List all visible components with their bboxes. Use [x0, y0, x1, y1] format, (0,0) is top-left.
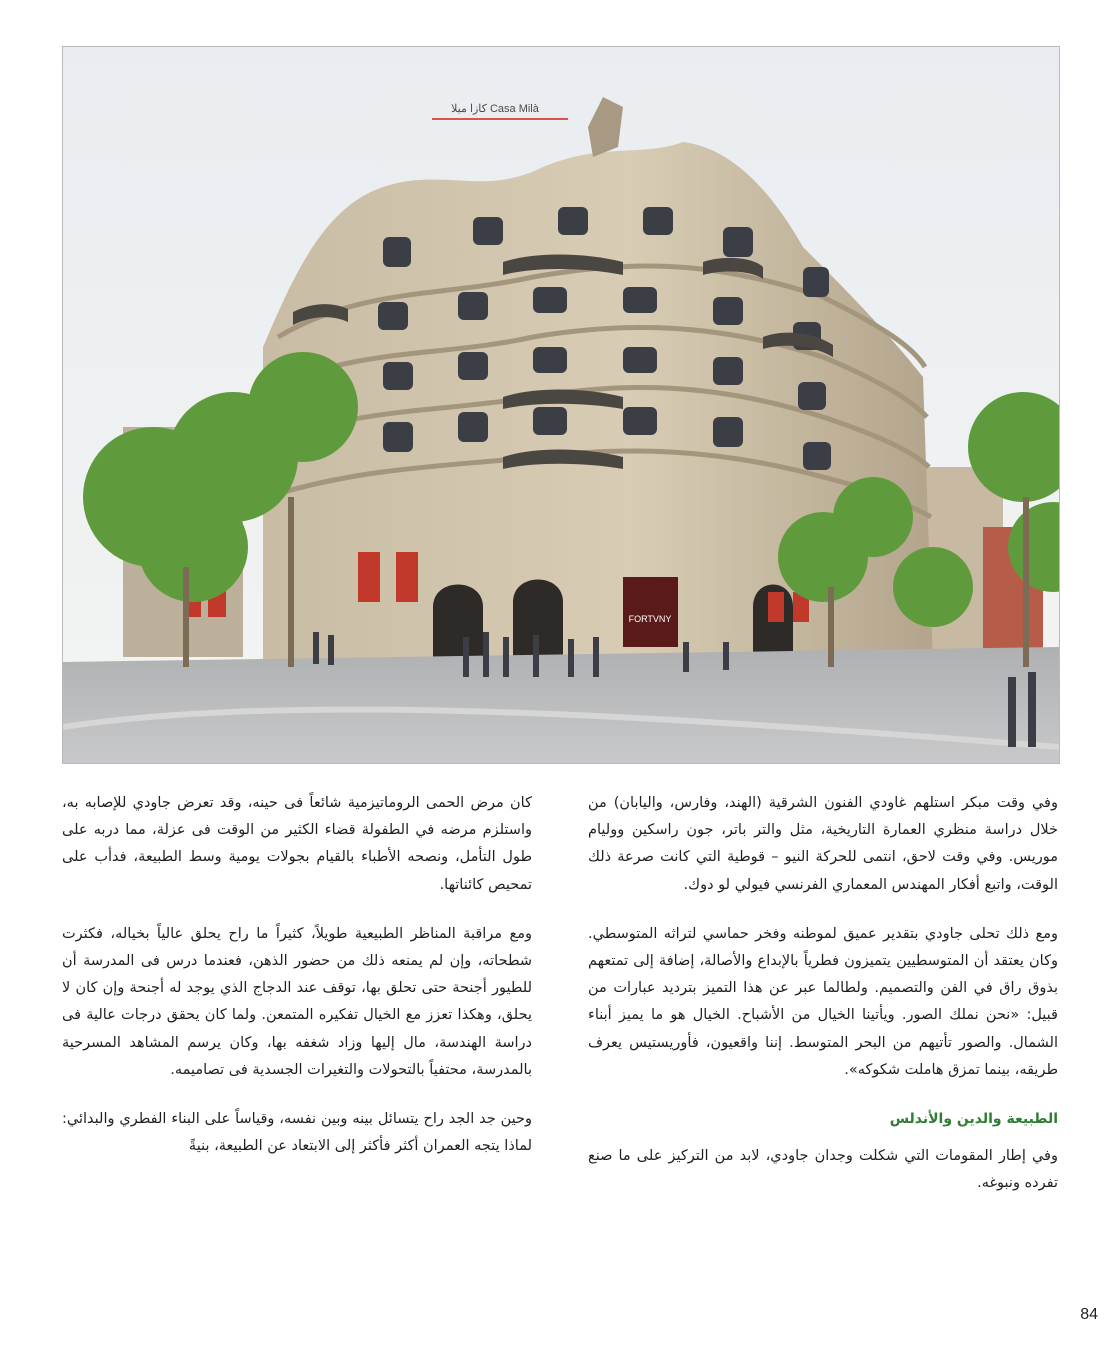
photo-caption: كازا ميلا Casa Milà — [451, 103, 539, 115]
paragraph: ومع ذلك تحلى جاودي بتقدير عميق لموطنه وفخر حماسي لتراثه المتوسطي. وكان يعتقد أن المتوسطيين يتميزون فطرياً بالإبداع والأصالة، إضافة إلى تمتعهم بذوق راق في الفن والتصميم. ولطالما عبر عن هذا التميز بترديد عبارات من قبيل: «نحن نملك الصور. ويأتينا الخيال من الأشباح. الخيال هو ما يميز أبناء الشمال. والصور تأتيهم من البحر المتوسط. إننا واقعيون، فأوريستيس يعرف طريقه، بينما تمزق هاملت شكوكه». — [588, 925, 1058, 1078]
paragraph: وفي وقت مبكر استلهم غاودي الفنون الشرقية (الهند، وفارس، واليابان) من خلال دراسة منظري العمارة التاريخية، مثل والتر باتر، جون راسكين ووليام موريس. وفي وقت لاحق، انتمى للحركة النيو – قوطية التي كانت صرعة ذلك الوقت، واتبع أفكار المهندس المعماري الفرنسي فيولي لو دوك. — [588, 795, 1058, 893]
page-number: 84 — [1080, 1306, 1098, 1323]
paragraph: وحين جد الجد راح يتسائل بينه وبين نفسه، وقياساً على البناء الفطري والبدائي: لماذا يتجه العمران أكثر فأكثر إلى الابتعاد عن الطبيعة، بنيةً — [62, 1111, 532, 1155]
paragraph: وفي إطار المقومات التي شكلت وجدان جاودي، لابد من التركيز على ما صنع تفرده ونبوغه. — [588, 1148, 1058, 1192]
section-heading: الطبيعة والدين والأندلس — [889, 1111, 1058, 1128]
text-column-right — [588, 790, 1058, 1220]
caption-underline — [432, 118, 568, 120]
text-column-left — [62, 790, 532, 1182]
paragraph: كان مرض الحمى الروماتيزمية شائعاً فى حينه، وقد تعرض جاودي للإصابه به، واستلزم مرضه في الطفولة قضاء الكثير من الوقت فى عزلة، مما دربه على طول التأمل، ونصحه الأطباء بالقيام بجولات يومية وسط الطبيعة، فدأب على تمحيص كائناتها. — [62, 795, 532, 893]
paragraph: ومع مراقبة المناظر الطبيعية طويلاً، كثيراً ما راح يحلق عالياً بخياله، فكثرت شطحاته، وإن لم يمنعه ذلك من حضور الذهن، فعندما درس فى المدرسة أن للطيور أجنحة حتى تحلق بها، توقف عند الدجاج الذي يوجد له أجنحة وإن كان لا يحلق، وهكذا تعزز مع الخيال تفكيره المتمعن. ولما كان يحقق درجات عالية فى دراسة الهندسة، مال إليها وزاد شغفه بها، وكان يرسم المشاهد المسرحية بالمدرسة، محتفياً بالتحولات والتغيرات الجسدية فى تصاميمه. — [62, 925, 532, 1078]
fortuny-sign: FORTVNY — [628, 614, 672, 624]
casa-mila-photo — [62, 46, 1060, 764]
